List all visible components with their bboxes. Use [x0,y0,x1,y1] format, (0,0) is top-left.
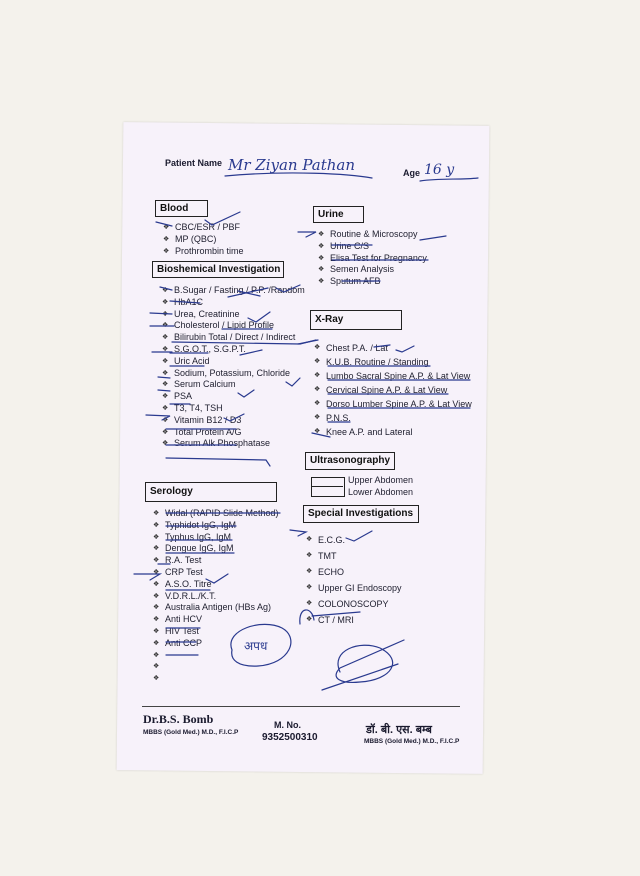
age-value: 16 y [424,162,455,178]
stamp-circle [231,624,291,666]
age-underline [420,178,478,181]
ultrasonography-item: Lower Abdomen [348,487,414,497]
tick-sodium [158,377,300,386]
name-underline [225,173,372,178]
ultrasonography-section-title: Ultrasonography [305,452,395,470]
biochemical-test-item: ❖ S.G.O.T., S.G.P.T. [162,344,305,356]
biochemical-test-item: ❖ Vitamin B12 / D3 [162,415,305,427]
urine-test-item: ❖ Sputum AFB [318,276,427,288]
doctor-name-hindi: डॉ. बी. एस. बम्ब [366,724,432,736]
registration-label: M. No. [274,720,301,730]
biochemical-test-item: ❖ PSA [162,391,305,403]
xray-test-item: ❖ Lumbo Sacral Spine A.P. & Lat View [314,369,472,383]
urine-section-title: Urine [313,206,364,223]
xray-section-title: X-Ray [310,310,402,330]
strike-pp [228,288,268,297]
tick-cholesterol [150,326,272,329]
tick-ecg [290,530,372,541]
serology-test-item: ❖ A.S.O. Titre [153,579,279,591]
serology-test-item: ❖ Australia Antigen (HBs Ag) [153,602,279,614]
blood-test-item: ❖ MP (QBC) [163,234,244,246]
tick-urea [150,312,270,322]
special-test-item: ❖ Upper GI Endoscopy [306,580,402,596]
biochemical-test-item: ❖ Total Protein A/G [162,427,305,439]
doctor-qualifications-right: MBBS (Gold Med.) M.D., F.I.C.P [364,738,460,745]
biochemical-test-item: ❖ Bilirubin Total / Direct / Indirect [162,332,305,344]
biochemical-test-item: ❖ B.Sugar / Fasting / P.P. /Random [162,285,305,297]
urine-test-item: ❖ Routine & Microscopy [318,229,427,241]
strike-alk [166,458,270,466]
special-test-item: ❖ COLONOSCOPY [306,596,402,612]
ultrasonography-item: Upper Abdomen [348,475,414,485]
biochemical-section-title: Bioshemical Investigation [152,261,284,278]
biochemical-test-item: ❖ Serum Calcium [162,379,305,391]
serology-test-item: ❖ HIV Test [153,626,279,638]
tick-sugar [160,285,300,292]
biochemical-test-item: ❖ Urea, Creatinine [162,309,305,321]
doctor-signature [322,640,404,690]
biochemical-test-item: ❖ Sodium, Potassium, Chloride [162,368,305,380]
urine-test-item: ❖ Semen Analysis [318,264,427,276]
special-test-item: ❖ TMT [306,548,402,564]
serology-test-item: ❖ Typhidot IgG, IgM [153,520,279,532]
blood-test-item: ❖ CBC/ESR / PBF [163,222,244,234]
serology-test-item: ❖ Anti HCV [153,614,279,626]
serology-test-item: ❖ Widal (RAPID Slide Method) [153,508,279,520]
tick-crp [134,574,228,583]
age-label: Age [403,168,421,178]
tick-thyroid [146,414,244,421]
tick-urine-routine [298,232,446,240]
biochemical-test-item: ❖ T3, T4, TSH [162,403,305,415]
registration-number: 9352500310 [262,732,318,743]
special-test-item: ❖ E.C.G. [306,532,402,548]
strike-serology-items [166,513,280,655]
serology-test-item: ❖ CRP Test [153,567,279,579]
xray-test-item: ❖ Dorso Lumber Spine A.P. & Lat View [314,397,472,411]
serology-section-title: Serology [145,482,277,502]
serology-test-item: ❖ R.A. Test [153,555,279,567]
serology-test-item: ❖ Anti CCP [153,638,279,650]
blood-test-item: ❖ Prothrombin time [163,246,244,258]
doctor-name: Dr.B.S. Bomb [143,712,214,726]
strike-hba1c [170,301,200,303]
tick-cbc [156,212,240,226]
urine-test-item: ❖ Elisa Test for Pregnancy [318,253,427,265]
special-investigations-title: Special Investigations [303,505,419,523]
blood-section-title: Blood [155,200,208,217]
strike-xray-items [312,366,470,437]
tick-chest [298,340,414,352]
biochemical-test-item: ❖ HbA1C [162,297,305,309]
strike-sgot [152,350,262,355]
strike-ctmri [312,612,360,616]
serology-test-item: ❖ Dengue IgG, IgM [153,543,279,555]
handwritten-stamp-text: अपध [244,639,268,653]
special-test-item: ❖ ECHO [306,564,402,580]
xray-test-item: ❖ Cervical Spine A.P. & Lat View [314,383,472,397]
doctor-qualifications: MBBS (Gold Med.) M.D., F.I.C.P [143,729,239,736]
xray-test-item: ❖ Chest P.A. / Lat [314,341,472,355]
stamp-squiggle [300,610,314,624]
patient-name-label: Patient Name [165,158,223,168]
xray-test-item: ❖ Knee A.P. and Lateral [314,425,472,439]
strike-urine-items [332,245,428,281]
xray-test-item: ❖ K.U.B. Routine / Standing [314,355,472,369]
tick-calcium [158,390,254,397]
special-test-item: ❖ CT / MRI [306,612,402,628]
strike-bilirubin [172,340,316,344]
patient-name-value: Mr Ziyan Pathan [228,156,356,174]
biochemical-test-item: ❖ Uric Acid [162,356,305,368]
urine-test-item: ❖ Urine C/S [318,241,427,253]
xray-test-item: ❖ P.N.S. [314,411,472,425]
serology-test-item: ❖ Typhus IgG, IgM [153,532,279,544]
biochemical-test-item: ❖ Cholesterol / Lipid Profile [162,320,305,332]
serology-test-item: ❖ V.D.R.L./K.T. [153,591,279,603]
biochemical-test-item: ❖ Serum Alk Phosphatase [162,438,305,450]
